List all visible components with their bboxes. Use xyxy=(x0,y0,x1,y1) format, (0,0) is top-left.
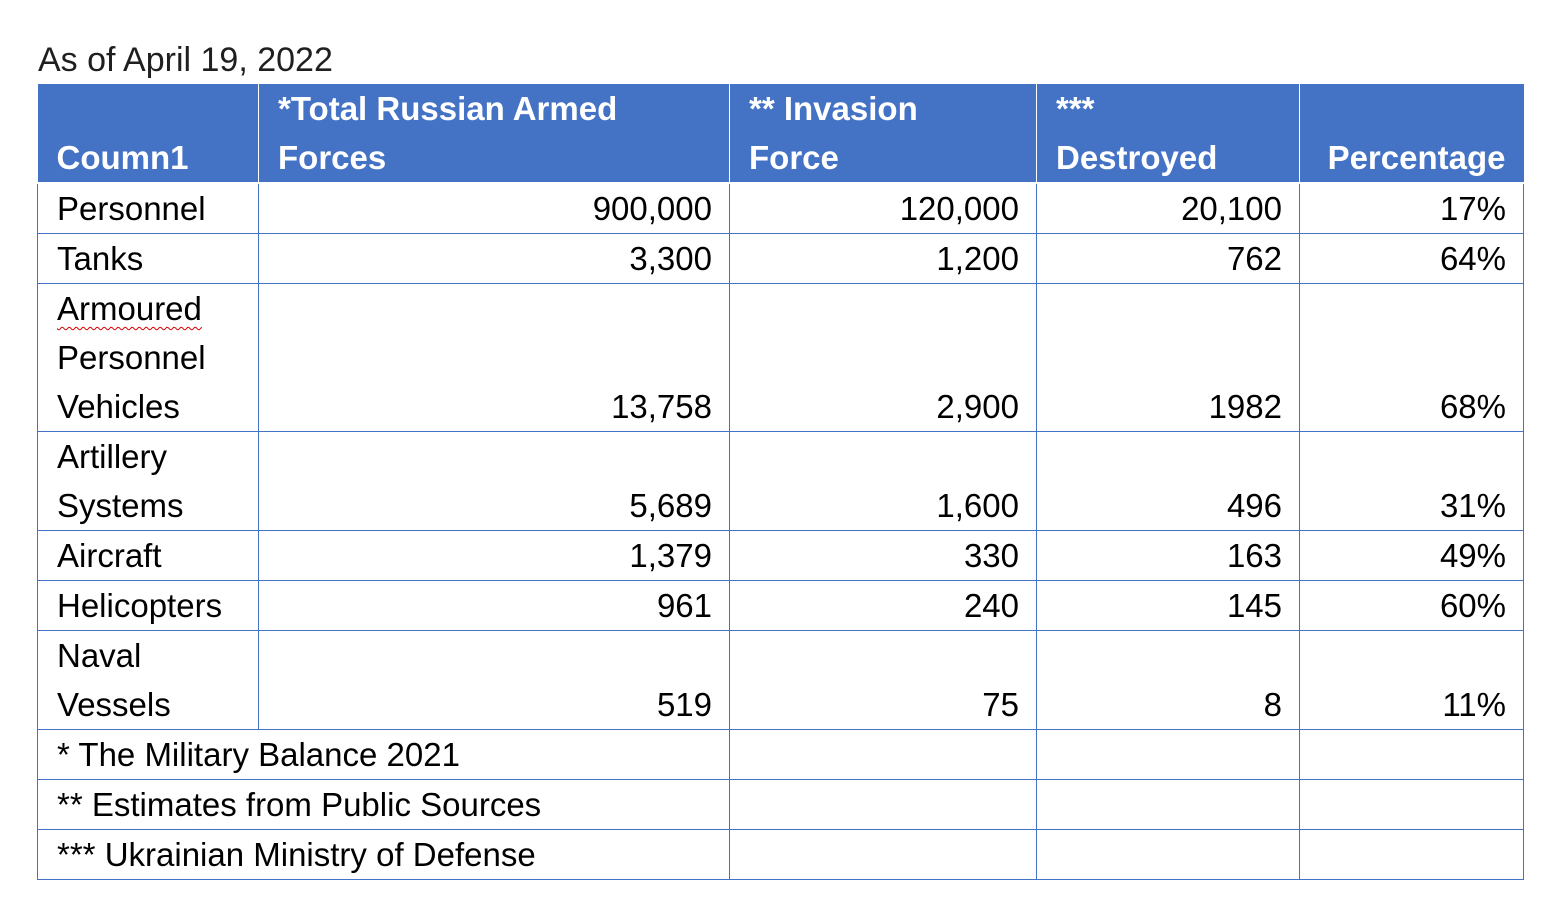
header-destroyed[interactable] xyxy=(1037,84,1300,183)
table-row xyxy=(38,284,1524,432)
cell-percentage[interactable]: 31% xyxy=(1300,432,1524,531)
cell-total[interactable]: 1,379 xyxy=(259,531,730,581)
footnote-row xyxy=(38,780,1524,830)
footnote-row xyxy=(38,830,1524,880)
cell-category[interactable]: Personnel xyxy=(38,183,259,234)
cell-percentage[interactable]: 17% xyxy=(1300,183,1524,234)
data-table xyxy=(37,84,1524,880)
table-row xyxy=(38,581,1524,631)
cell-category[interactable]: Aircraft xyxy=(38,531,259,581)
cell-invasion[interactable]: 1,200 xyxy=(730,234,1037,284)
empty-cell[interactable] xyxy=(1300,830,1524,880)
cell-destroyed[interactable]: 163 xyxy=(1037,531,1300,581)
cell-total[interactable]: 5,689 xyxy=(259,432,730,531)
cell-invasion[interactable]: 120,000 xyxy=(730,183,1037,234)
cell-total[interactable]: 900,000 xyxy=(259,183,730,234)
cell-percentage[interactable]: 68% xyxy=(1300,284,1524,432)
empty-cell[interactable] xyxy=(1300,730,1524,780)
cell-percentage[interactable]: 49% xyxy=(1300,531,1524,581)
cell-destroyed[interactable]: 496 xyxy=(1037,432,1300,531)
table-row xyxy=(38,432,1524,531)
cell-category-line: Artillery xyxy=(57,438,168,475)
cell-percentage[interactable]: 64% xyxy=(1300,234,1524,284)
header-total-forces[interactable] xyxy=(259,84,730,183)
empty-cell[interactable] xyxy=(1037,780,1300,830)
table-caption: As of April 19, 2022 xyxy=(38,41,333,79)
cell-category[interactable]: Tanks xyxy=(38,234,259,284)
header-destroyed-line1: *** xyxy=(1056,90,1095,127)
header-column1[interactable] xyxy=(38,84,259,183)
header-percentage[interactable] xyxy=(1300,84,1524,183)
cell-invasion[interactable]: 2,900 xyxy=(730,284,1037,432)
cell-destroyed[interactable]: 1982 xyxy=(1037,284,1300,432)
cell-invasion[interactable]: 75 xyxy=(730,631,1037,730)
cell-total[interactable]: 3,300 xyxy=(259,234,730,284)
header-destroyed-line2: Destroyed xyxy=(1056,139,1218,176)
cell-destroyed[interactable]: 8 xyxy=(1037,631,1300,730)
empty-cell[interactable] xyxy=(730,730,1037,780)
header-invasion-force[interactable] xyxy=(730,84,1037,183)
cell-percentage[interactable]: 11% xyxy=(1300,631,1524,730)
header-total-forces-line2: Forces xyxy=(278,139,387,176)
table-row xyxy=(38,183,1524,234)
cell-invasion[interactable]: 330 xyxy=(730,531,1037,581)
cell-total[interactable]: 961 xyxy=(259,581,730,631)
cell-destroyed[interactable]: 145 xyxy=(1037,581,1300,631)
empty-cell[interactable] xyxy=(1037,830,1300,880)
empty-cell[interactable] xyxy=(1037,730,1300,780)
cell-total[interactable]: 13,758 xyxy=(259,284,730,432)
cell-category[interactable] xyxy=(38,284,259,432)
empty-cell[interactable] xyxy=(730,830,1037,880)
header-row xyxy=(38,84,1524,183)
header-percentage-label: Percentage xyxy=(1327,139,1506,176)
table-row xyxy=(38,631,1524,730)
cell-invasion[interactable]: 240 xyxy=(730,581,1037,631)
cell-total[interactable]: 519 xyxy=(259,631,730,730)
header-invasion-force-line1: ** Invasion xyxy=(749,90,918,127)
cell-category-line: Vehicles xyxy=(57,388,180,425)
footnote-row xyxy=(38,730,1524,780)
table-row xyxy=(38,531,1524,581)
footnote-text[interactable]: * The Military Balance 2021 xyxy=(38,730,730,780)
empty-cell[interactable] xyxy=(730,780,1037,830)
header-invasion-force-line2: Force xyxy=(749,139,839,176)
cell-category-line: Systems xyxy=(57,487,184,524)
header-total-forces-line1: *Total Russian Armed xyxy=(278,90,618,127)
cell-invasion[interactable]: 1,600 xyxy=(730,432,1037,531)
cell-category[interactable]: Helicopters xyxy=(38,581,259,631)
spellcheck-word: Armoured xyxy=(57,290,202,327)
cell-destroyed[interactable]: 762 xyxy=(1037,234,1300,284)
empty-cell[interactable] xyxy=(1300,780,1524,830)
cell-category-line: Vessels xyxy=(57,686,171,723)
cell-category[interactable] xyxy=(38,432,259,531)
cell-destroyed[interactable]: 20,100 xyxy=(1037,183,1300,234)
cell-category-line: Personnel xyxy=(57,339,206,376)
table-row xyxy=(38,234,1524,284)
cell-percentage[interactable]: 60% xyxy=(1300,581,1524,631)
header-column1-label: Coumn1 xyxy=(56,139,189,176)
footnote-text[interactable]: *** Ukrainian Ministry of Defense xyxy=(38,830,730,880)
footnote-text[interactable]: ** Estimates from Public Sources xyxy=(38,780,730,830)
cell-category-line: Naval xyxy=(57,637,142,674)
cell-category[interactable] xyxy=(38,631,259,730)
